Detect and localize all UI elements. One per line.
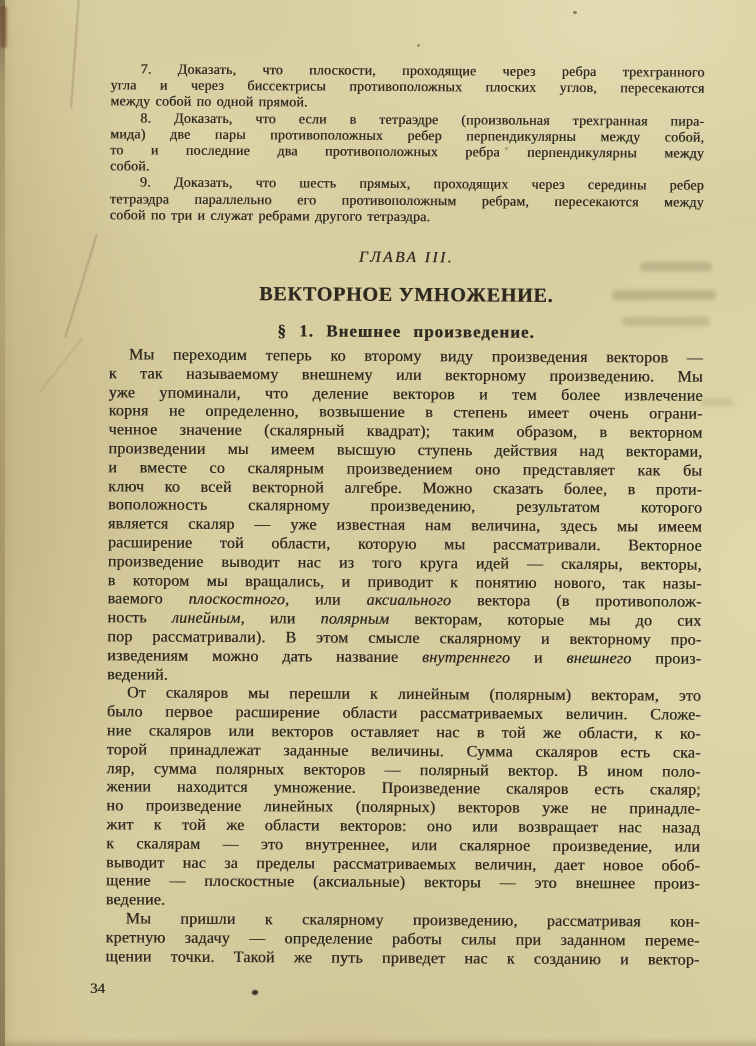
chapter-title: ВЕКТОРНОЕ УМНОЖЕНИЕ. [259, 283, 554, 307]
text-line: произведение выводит нас из того круга идей — скаляры, векторы, [107, 553, 702, 574]
text-line: между собой по одной прямой. [110, 94, 308, 111]
paper-speck [573, 11, 577, 14]
text-line: в котором мы вращались, и приводит к понятию нового, так назы- [107, 571, 702, 593]
text-line: тетраэдра параллельно его противоположным ребрам, пересекаются между [109, 191, 704, 211]
paper-crease [64, 234, 97, 338]
chapter-heading: ГЛАВА III. [358, 248, 455, 267]
ink-dot [252, 990, 258, 995]
paper-speck [417, 44, 420, 47]
problems-list [110, 62, 705, 227]
text-line: жит к той же области векторов: оно или возвращает нас назад [106, 816, 701, 837]
text-line: щении точки. Такой же путь приведет нас к созданию и вектор- [105, 947, 700, 969]
paragraph-3 [105, 910, 699, 970]
text-line: но произведение линейных (полярных) векторов уже не принадле- [106, 797, 701, 818]
text-line: ведение. [105, 891, 166, 909]
text-line: Мы пришли к скалярному произведению, рассматривая кон- [125, 910, 700, 931]
text-line: торой принадлежат заданные величины. Сумма скаляров есть ска- [106, 741, 701, 762]
text-line: ченное значение (скалярный квадрат); таким образом, в векторном [108, 421, 703, 442]
text-line: щение — плоскостные (аксиальные) векторы — это внешнее произ- [105, 872, 700, 894]
text-line: ляр, сумма полярных векторов — полярный вектор. В ином поло- [106, 759, 701, 781]
text-line: жении находится умножение. Произведение скаляров есть скаляр, [106, 778, 701, 800]
text-line: кретную задачу — определение работы силы при заданном переме- [105, 929, 700, 950]
text-line: изведениям можно дать название внутреннего и внешнего произ- [107, 647, 702, 668]
text-line: и вместе со скалярным произведением оно представляет как бы [108, 459, 703, 480]
binding-mark [0, 6, 7, 48]
text-line: воположность скалярному произведению, результатом которого [108, 496, 703, 518]
text-line: ние скаляров или векторов оставляет нас в той же области, к ко- [106, 722, 701, 743]
text-line: уже упоминали, что деление векторов и тем более извлечение [108, 383, 703, 405]
text-line: то и последние два противоположных ребра перпендикулярны между [110, 143, 705, 162]
problem-item-8 [110, 111, 704, 179]
text-line: Мы переходим теперь ко второму виду произведения векторов — [128, 346, 703, 367]
problem-item-9 [110, 176, 704, 228]
text-line: угла и через биссектрисы противоположных плоских углов, пересекаются [110, 78, 705, 97]
page-number: 34 [90, 981, 105, 997]
bleed-through-text [700, 398, 734, 406]
page-left-edge-shadow [0, 0, 5, 1046]
text-line: является скаляр — уже известная нам величина, здесь мы имеем [107, 515, 702, 536]
text-line: к так называемому внешнему или векторному произведению. Мы [108, 365, 703, 386]
text-line: собой по три и служат ребрами другого тетраэдра. [109, 208, 431, 225]
text-line: 7. Доказать, что плоскости, проходящие через ребра трехгранного [140, 62, 705, 81]
text-line: расширение той области, которую мы рассматривали. Векторное [107, 534, 702, 555]
text-line: ведений. [107, 665, 169, 684]
page-bottom-edge-shadow [0, 1038, 756, 1046]
text-line: было первое расширение области рассматриваемых величин. Сложе- [106, 703, 701, 724]
paragraph-2 [106, 685, 701, 914]
paragraph-1 [107, 346, 703, 688]
text-line: собой. [109, 159, 150, 175]
text-line: ваемого плоскостного, или аксиального вектора (в противополож- [107, 590, 702, 612]
text-block [105, 62, 704, 970]
paper-crease [70, 0, 79, 108]
text-line: 8. Доказать, что если в тетраэдре (произвольная трехгранная пира- [140, 111, 705, 130]
text-line: мида) две пары противоположных ребер перпендикулярны между собой, [110, 127, 705, 146]
section-heading: § 1. Внешнее произведение. [277, 321, 535, 342]
text-line: корня не определенно, возвышение в степень имеет очень ограни- [108, 402, 703, 424]
text-line: 9. Доказать, что шесть прямых, проходящих через середины ребер [139, 175, 704, 195]
text-line: выводит нас за пределы рассматриваемых величин, дает новое обоб- [105, 853, 701, 875]
text-line: ключ ко всей векторной алгебре. Можно сказать более, в проти- [108, 477, 703, 499]
text-line: к скалярам — это внутреннее, или скалярное произведение, или [106, 835, 701, 856]
text-line: От скаляров мы перешли к линейным (полярным) векторам, это [126, 684, 702, 706]
text-line: произведении мы имеем высшую ступень действия над векторами, [108, 440, 703, 461]
text-line: ность линейным, или полярным векторам, которые мы до сих [107, 609, 702, 630]
text-line: пор рассматривали). В этом смысле скалярному и векторному про- [107, 628, 702, 649]
paper-crease [39, 337, 83, 393]
problem-item-7 [110, 62, 704, 114]
